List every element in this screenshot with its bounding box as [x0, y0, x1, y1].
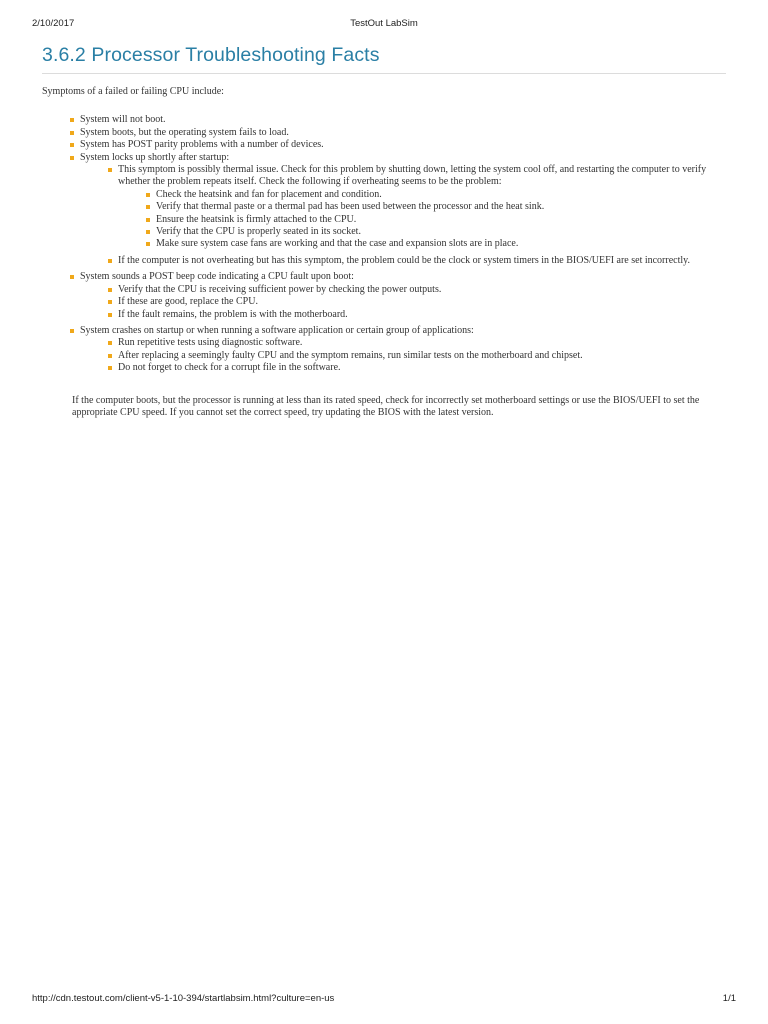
check-list — [118, 189, 726, 251]
check-item — [156, 238, 726, 250]
print-footer — [32, 993, 736, 1007]
sub-item-text: Run repetitive tests using diagnostic software. — [118, 337, 303, 349]
symptom-text: System will not boot. — [80, 114, 166, 126]
sub-item-text: If these are good, replace the CPU. — [118, 296, 258, 308]
sub-item — [118, 164, 726, 251]
symptom-item — [80, 127, 726, 139]
check-item — [156, 214, 726, 226]
sub-item — [118, 255, 726, 267]
check-text: Verify that thermal paste or a thermal pad has been used between the processor and the heat sink. — [156, 201, 545, 213]
symptom-text: System boots, but the operating system fails to load. — [80, 126, 289, 138]
symptom-text: System locks up shortly after startup: — [80, 151, 230, 163]
symptom-text: System sounds a POST beep code indicating a CPU fault upon boot: — [80, 271, 354, 283]
symptom-item — [80, 325, 726, 375]
sub-item-text: If the fault remains, the problem is with the motherboard. — [118, 308, 348, 320]
symptom-item — [80, 271, 726, 321]
print-date: 2/10/2017 — [32, 18, 75, 29]
print-header — [32, 18, 736, 32]
closing-paragraph: If the computer boots, but the processor is running at less than its rated speed, check for incorrectly set motherboard settings or use the BIOS/UEFI to set the appropriate CPU speed. If you cannot set the correct speed, try updating the BIOS with the latest version. — [72, 394, 700, 418]
check-text: Ensure the heatsink is firmly attached to the CPU. — [156, 213, 357, 225]
check-text: Verify that the CPU is properly seated in its socket. — [156, 226, 361, 238]
article-body — [42, 86, 726, 419]
symptom-list — [42, 114, 726, 374]
sub-item-text: This symptom is possibly thermal issue. Check for this problem by shutting down, letting the system cool off, and restarting the computer to verify whether the problem repeats itself. Check the following if overheating seems to be the problem: — [118, 164, 707, 188]
page-number: 1/1 — [722, 993, 736, 1004]
sub-list — [80, 164, 726, 267]
sub-item — [118, 337, 726, 349]
sub-item — [118, 284, 726, 296]
symptom-item — [80, 139, 726, 151]
sub-item-text: Verify that the CPU is receiving sufficient power by checking the power outputs. — [118, 283, 442, 295]
title-divider — [42, 73, 726, 74]
sub-item-text: Do not forget to check for a corrupt file in the software. — [118, 362, 341, 374]
print-document-title: TestOut LabSim — [350, 18, 418, 29]
check-item — [156, 189, 726, 201]
symptom-item — [80, 152, 726, 268]
symptom-item — [80, 114, 726, 126]
sub-list — [80, 284, 726, 321]
sub-item-text: If the computer is not overheating but has this symptom, the problem could be the clock or system timers in the BIOS/UEFI are set incorrectly. — [118, 254, 691, 266]
check-text: Check the heatsink and fan for placement and condition. — [156, 188, 382, 200]
check-item — [156, 226, 726, 238]
sub-list — [80, 337, 726, 374]
sub-item-text: After replacing a seemingly faulty CPU and the symptom remains, run similar tests on the motherboard and chipset. — [118, 349, 583, 361]
symptom-text: System has POST parity problems with a number of devices. — [80, 139, 324, 151]
sub-item — [118, 296, 726, 308]
sub-item — [118, 309, 726, 321]
sub-item — [118, 362, 726, 374]
page-title: 3.6.2 Processor Troubleshooting Facts — [42, 44, 380, 66]
check-text: Make sure system case fans are working and that the case and expansion slots are in place. — [156, 238, 519, 250]
check-item — [156, 201, 726, 213]
sub-item — [118, 350, 726, 362]
symptom-text: System crashes on startup or when running a software application or certain group of applications: — [80, 324, 474, 336]
intro-text: Symptoms of a failed or failing CPU include: — [42, 86, 224, 97]
page-url: http://cdn.testout.com/client-v5-1-10-394/startlabsim.html?culture=en-us — [32, 993, 335, 1004]
